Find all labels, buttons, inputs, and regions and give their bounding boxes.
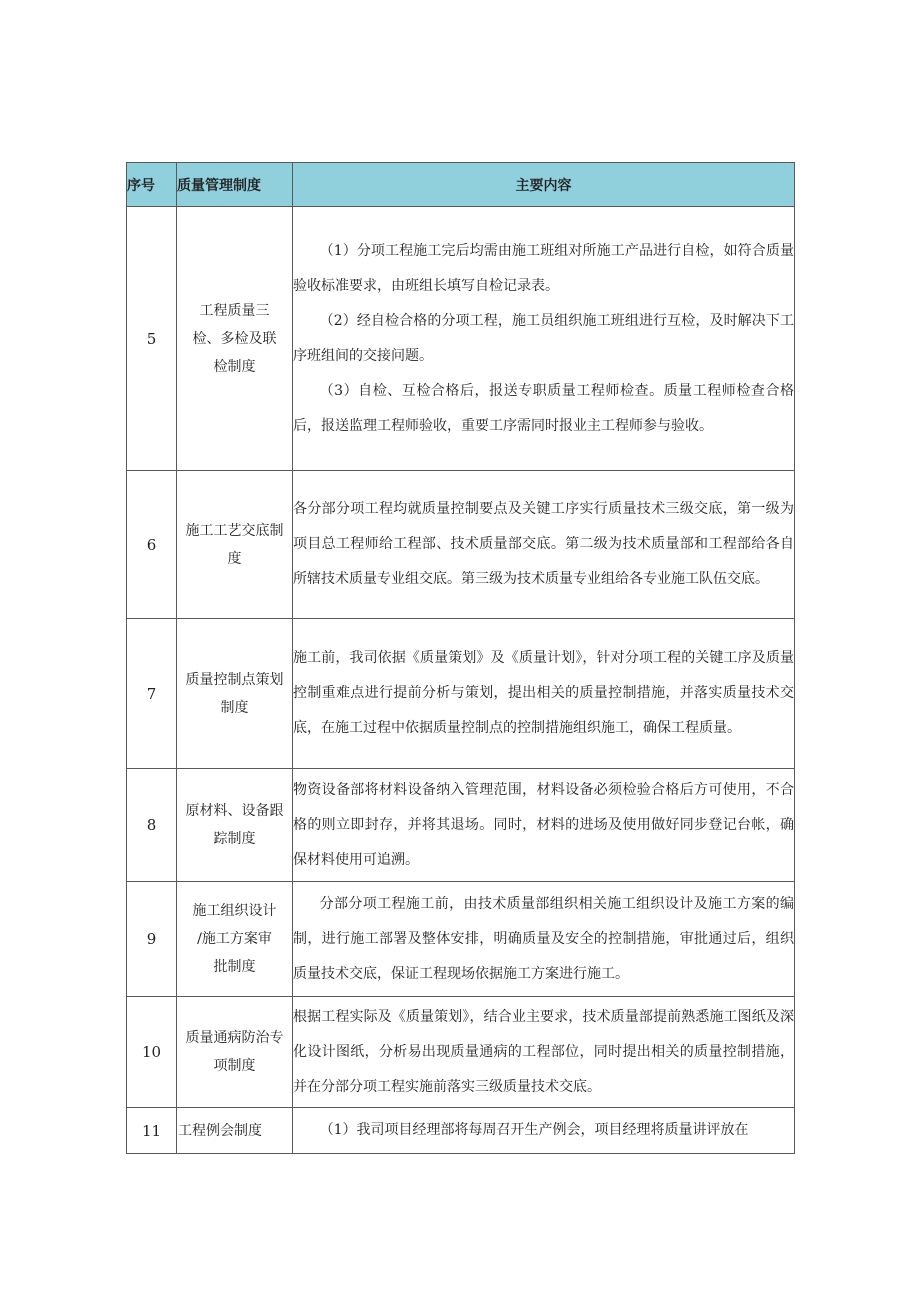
system-name-line: 项制度 [213,1058,256,1074]
system-name-line: 批制度 [213,959,256,975]
content-cell [293,619,795,769]
table-header-row [127,163,795,207]
system-name-line: 工程例会制度 [178,1122,262,1139]
system-name-line: 检制度 [213,358,256,375]
table-row [127,1108,795,1154]
table-row [127,882,795,997]
system-name-line: /施工方案审 [197,931,272,947]
content-paragraph: 物资设备部将材料设备纳入管理范围，材料设备必须检验合格后方可使用，不合格的则立即封存，并将其退场。同时，材料的进场及使用做好同步登记台帐，确保材料使用可追溯。 [293,781,794,868]
content-paragraph: （3）自检、互检合格后，报送专职质量工程师检查。质量工程师检查合格后，报送监理工程师验收，重要工序需同时报业主工程师参与验收。 [293,382,794,434]
system-name-line: 原材料、设备跟 [185,803,284,819]
system-name-line: 度 [227,550,242,567]
row-number: 10 [127,997,177,1108]
system-name [177,619,293,769]
content-cell [293,1108,795,1154]
table-row [127,619,795,769]
header-main-content: 主要内容 [293,163,795,207]
header-serial-number: 序号 [127,163,177,207]
content-cell [293,769,795,882]
row-number: 6 [127,471,177,619]
system-name [177,769,293,882]
system-name-line: 质量控制点策划 [185,671,284,688]
content-cell [293,997,795,1108]
content-cell [293,207,795,471]
system-name-line: 检、多检及联 [192,330,277,347]
row-number: 7 [127,619,177,769]
system-name [177,207,293,471]
system-name [177,882,293,997]
system-name-line: 质量通病防治专 [185,1030,284,1046]
system-name-line: 施工组织设计 [192,903,277,919]
row-number: 5 [127,207,177,471]
content-paragraph: （1）我司项目经理部将每周召开生产例会，项目经理将质量讲评放在 [319,1122,749,1138]
row-number: 11 [127,1108,177,1154]
content-paragraph: 根据工程实际及《质量策划》，结合业主要求，技术质量部提前熟悉施工图纸及深化设计图纸，分析易出现质量通病的工程部位，同时提出相关的质量控制措施，并在分部分项工程实施前落实三级质量技术交底。 [293,1008,794,1095]
system-name-line: 制度 [220,699,249,716]
system-name-line: 施工工艺交底制 [185,522,284,539]
content-paragraph: （2）经自检合格的分项工程，施工员组织施工班组进行互检，及时解决下工序班组间的交接问题。 [293,312,794,364]
table-row [127,997,795,1108]
quality-management-table [126,162,795,1154]
content-cell [293,882,795,997]
row-number: 8 [127,769,177,882]
system-name [177,1108,293,1154]
table-row [127,769,795,882]
content-cell [293,471,795,619]
content-paragraph: 施工前，我司依据《质量策划》及《质量计划》，针对分项工程的关键工序及质量控制重难点进行提前分析与策划，提出相关的质量控制措施，并落实质量技术交底，在施工过程中依据质量控制点的控制措施组织施工，确保工程质量。 [293,650,794,736]
content-paragraph: （1）分项工程施工完后均需由施工班组对所施工产品进行自检，如符合质量验收标准要求，由班组长填写自检记录表。 [293,242,794,294]
table-row [127,471,795,619]
system-name-line: 工程质量三 [199,302,270,319]
system-name-line: 踪制度 [213,831,256,847]
table-row [127,207,795,471]
content-paragraph: 分部分项工程施工前，由技术质量部组织相关施工组织设计及施工方案的编制，进行施工部署及整体安排，明确质量及安全的控制措施，审批通过后，组织质量技术交底，保证工程现场依据施工方案进行施工。 [293,895,794,982]
header-quality-system: 质量管理制度 [177,163,293,207]
row-number: 9 [127,882,177,997]
content-paragraph: 各分部分项工程均就质量控制要点及关键工序实行质量技术三级交底，第一级为项目总工程师给工程部、技术质量部交底。第二级为技术质量部和工程部给各自所辖技术质量专业组交底。第三级为技术质量专业组给各专业施工队伍交底。 [293,501,794,587]
system-name [177,997,293,1108]
system-name [177,471,293,619]
